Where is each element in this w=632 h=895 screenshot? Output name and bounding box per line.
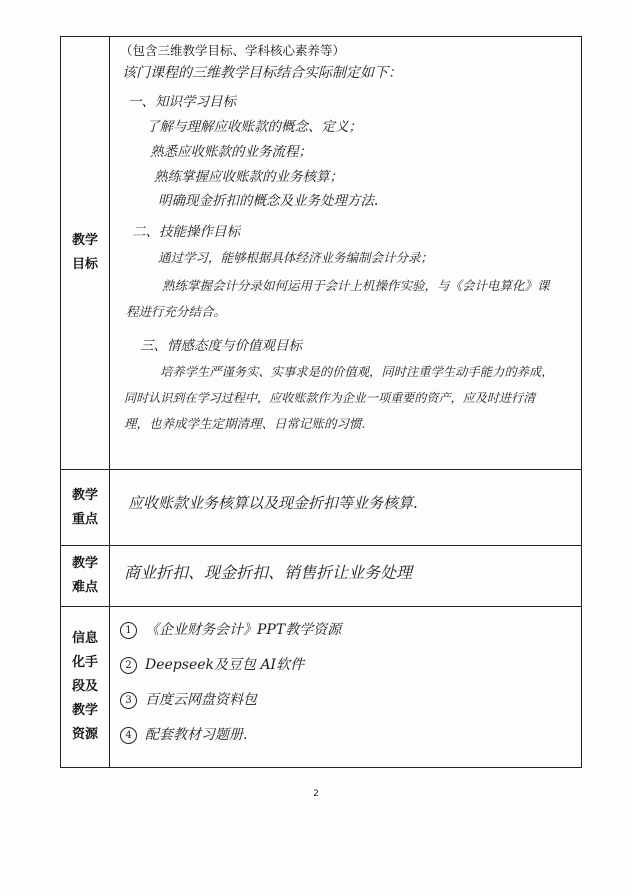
objectives-content (110, 37, 582, 470)
resources-label-line: 信息 (71, 631, 98, 646)
knowledge-item: 熟练掌握应收账款的业务核算； (154, 169, 343, 185)
skills-line: 熟练掌握会计分录如何运用于会计上机操作实验，与《会计电算化》课 (162, 278, 550, 293)
difficulties-row (61, 546, 582, 607)
resource-item (120, 656, 304, 674)
objectives-intro: 该门课程的三维教学目标结合实际制定如下： (122, 65, 402, 81)
key-points-label-line: 教学 (71, 487, 98, 503)
resource-text: Deepseek及豆包 AI软件 (145, 657, 305, 673)
skills-line: 通过学习，能够根据具体经济业务编制会计分录； (158, 250, 434, 265)
objectives-label-line: 教学 (71, 233, 98, 248)
resource-text: 配套教材习题册. (145, 727, 248, 743)
resource-number: 2 (120, 657, 137, 674)
lesson-plan-table (60, 36, 582, 768)
resources-label-line: 段及 (71, 679, 98, 694)
knowledge-item: 了解与理解应收账款的概念、定义； (146, 119, 362, 135)
page-number: 2 (313, 789, 319, 799)
resources-label-line: 化手 (71, 655, 98, 670)
knowledge-item: 熟悉应收账款的业务流程； (150, 144, 312, 160)
skills-heading: 二、技能操作目标 (132, 224, 240, 240)
knowledge-heading: 一、知识学习目标 (128, 94, 236, 110)
difficulties-label-line: 难点 (71, 580, 98, 595)
key-points-label (61, 470, 110, 546)
resources-label (61, 607, 110, 768)
values-line: 培养学生严谨务实、实事求是的价值观，同时注重学生动手能力的养成， (160, 365, 554, 379)
objectives-note: （包含三维教学目标、学科核心素养等） (120, 43, 346, 58)
skills-line: 程进行充分结合。 (126, 304, 227, 319)
resource-item (120, 691, 257, 709)
resource-text: 百度云网盘资料包 (145, 692, 257, 708)
resources-row (61, 607, 582, 768)
difficulties-text: 商业折扣、现金折扣、销售折让业务处理 (124, 563, 413, 582)
key-points-text: 应收账款业务核算以及现金折扣等业务核算. (128, 494, 418, 512)
resources-label-line: 教学 (71, 703, 98, 718)
resource-item (120, 726, 247, 744)
objectives-row (61, 37, 582, 470)
resources-label-line: 资源 (71, 727, 98, 742)
values-heading: 三、情感态度与价值观目标 (140, 338, 302, 354)
objectives-label-line: 目标 (71, 257, 98, 272)
objectives-label (61, 37, 110, 470)
key-points-label-line: 重点 (71, 511, 98, 527)
resource-text: 《企业财务会计》PPT教学资源 (145, 622, 342, 638)
key-points-row (61, 470, 582, 546)
values-line: 同时认识到在学习过程中，应收账款作为企业一项重要的资产，应及时进行清 (124, 391, 536, 405)
knowledge-item: 明确现金折扣的概念及业务处理方法. (158, 193, 379, 209)
resource-number: 3 (120, 692, 137, 709)
difficulties-content (110, 546, 582, 607)
resource-number: 1 (120, 622, 137, 639)
resources-content (110, 607, 582, 768)
difficulties-label-line: 教学 (71, 556, 98, 571)
resource-number: 4 (120, 727, 137, 744)
resource-item (120, 621, 341, 639)
values-line: 理，也养成学生定期清理、日常记账的习惯. (124, 416, 366, 431)
difficulties-label (61, 546, 110, 607)
key-points-content (110, 470, 582, 546)
